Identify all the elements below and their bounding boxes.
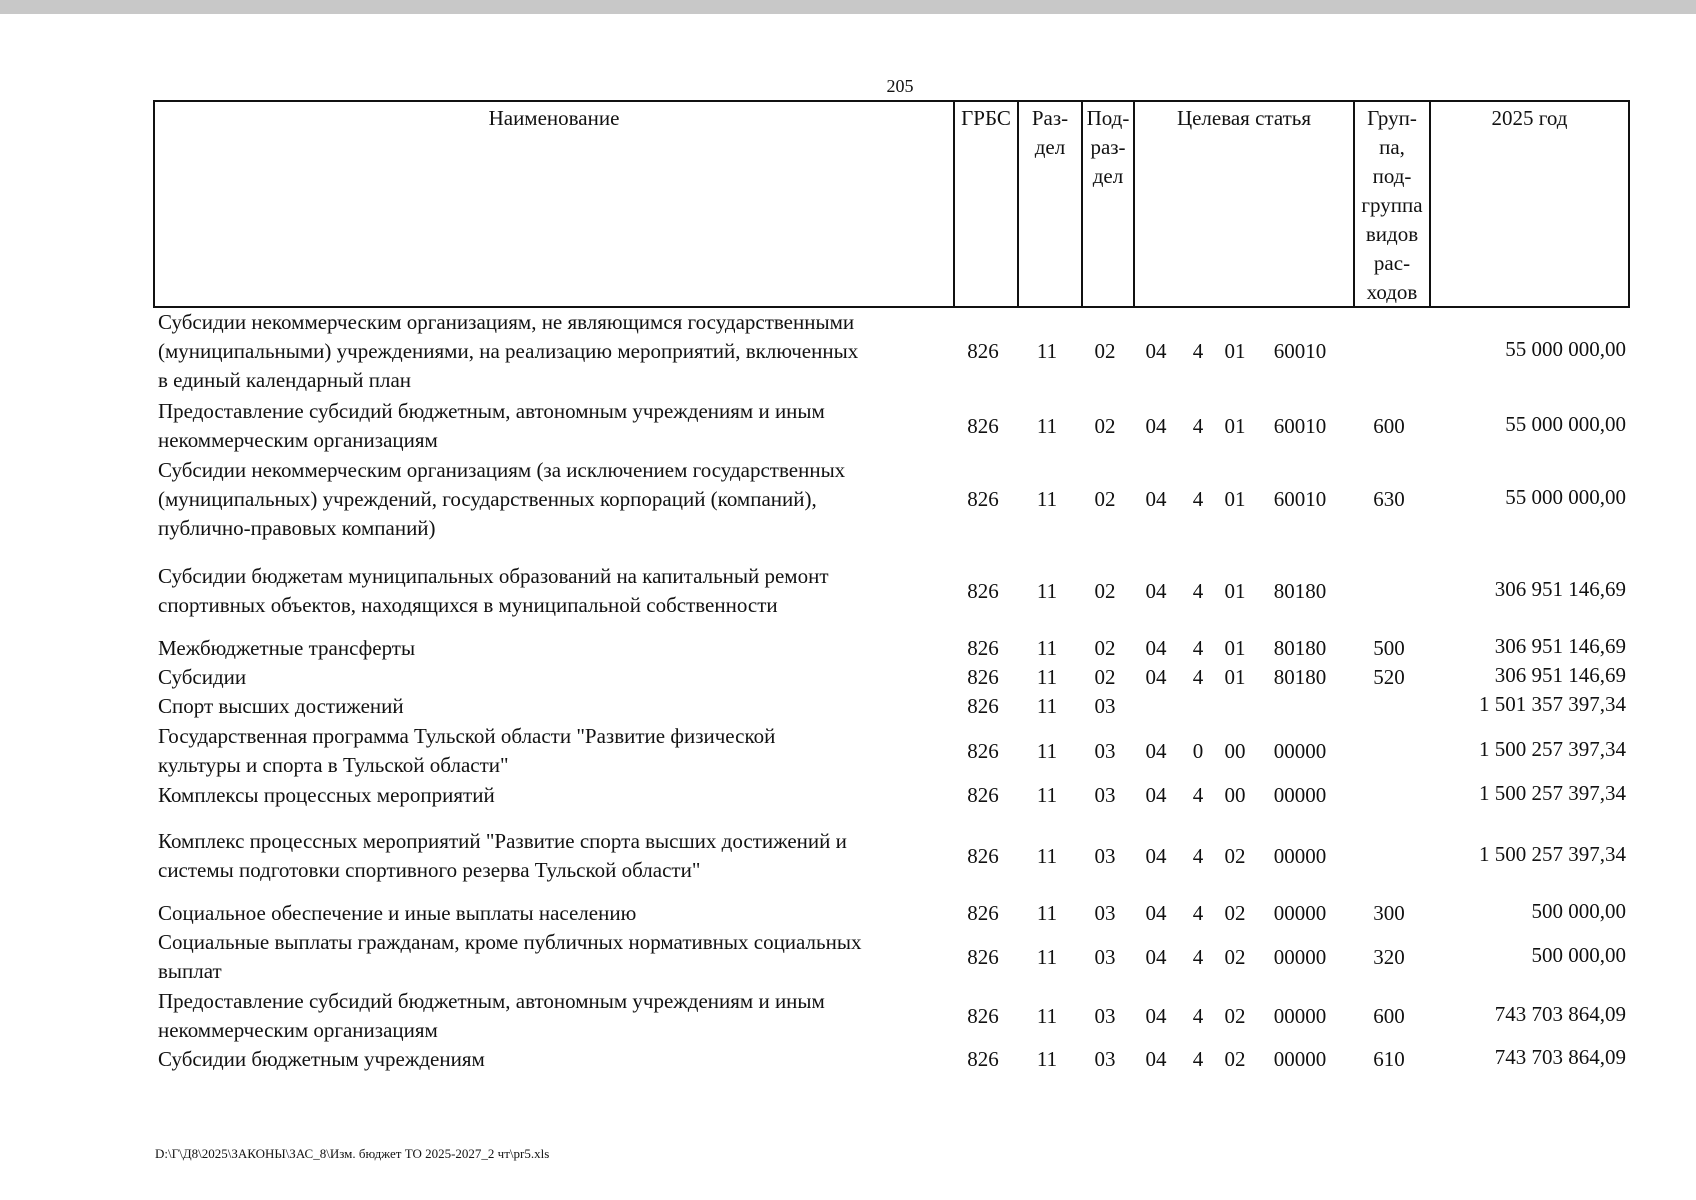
row-rz-cell: 11	[1036, 944, 1058, 969]
row-c1-cell: 04	[1145, 665, 1167, 689]
row-rz-cell: 11	[1036, 578, 1058, 603]
header-gruppa-line: па,	[1379, 135, 1405, 159]
row-grbs-cell: 826	[967, 944, 999, 969]
header-gruppa-line: рас-	[1373, 251, 1411, 275]
row-c1-cell: 04	[1145, 901, 1167, 925]
table-header	[153, 100, 1630, 308]
row-amount-cell: 1 501 357 397,34	[1479, 692, 1626, 716]
table-row	[153, 899, 1630, 928]
row-vr-cell: 600	[1373, 1003, 1405, 1028]
row-amount-cell: 743 703 864,09	[1494, 1045, 1626, 1069]
table-row	[153, 397, 1630, 455]
row-pr-cell: 03	[1094, 1047, 1116, 1071]
row-grbs-cell: 826	[967, 578, 999, 603]
row-name	[158, 562, 948, 620]
header-razdel-line: дел	[1034, 135, 1066, 159]
row-vr-cell: 500	[1373, 636, 1405, 660]
row-pr-cell: 03	[1094, 694, 1116, 718]
header-gruppa-line: Груп-	[1367, 106, 1417, 130]
row-amount-cell: 55 000 000,00	[1505, 337, 1626, 361]
row-rz-cell: 11	[1036, 665, 1058, 689]
row-c3-cell: 00	[1224, 738, 1246, 763]
header-year: 2025 год	[1429, 102, 1628, 306]
row-c1-cell: 04	[1145, 944, 1167, 969]
row-c2-cell: 4	[1192, 843, 1204, 868]
row-c1-cell: 04	[1145, 413, 1167, 438]
row-c2-cell: 4	[1192, 339, 1204, 363]
row-name-line: Социальные выплаты гражданам, кроме публичных нормативных социальных	[158, 930, 862, 954]
row-name	[158, 722, 948, 780]
row-c4-cell: 60010	[1273, 339, 1327, 363]
row-c3-cell: 01	[1224, 413, 1246, 438]
row-name-line: Субсидии некоммерческим организациям (за исключением государственных	[158, 458, 846, 482]
row-name-line: Комплекс процессных мероприятий "Развитие спорта высших достижений и	[158, 829, 847, 853]
row-amount-cell: 306 951 146,69	[1494, 663, 1626, 687]
row-grbs-cell: 826	[967, 694, 999, 718]
row-name-line: Межбюджетные трансферты	[158, 636, 416, 660]
row-name-line: Субсидии	[158, 665, 247, 689]
header-celevaya: Целевая статья	[1133, 102, 1353, 306]
row-pr-cell: 02	[1094, 578, 1116, 603]
row-c3-cell: 01	[1224, 487, 1246, 511]
row-name-line: выплат	[158, 959, 222, 983]
row-c2-cell: 4	[1192, 487, 1204, 511]
row-c1-cell: 04	[1145, 783, 1167, 807]
row-name-line: (муниципальными) учреждениями, на реализацию мероприятий, включенных	[158, 339, 859, 363]
header-razdel	[1017, 102, 1081, 306]
row-c1-cell: 04	[1145, 578, 1167, 603]
row-c4-cell: 00000	[1273, 1003, 1327, 1028]
row-c3-cell: 01	[1224, 636, 1246, 660]
row-c4-cell: 60010	[1273, 413, 1327, 438]
row-pr-cell: 02	[1094, 413, 1116, 438]
row-name	[158, 781, 948, 810]
table-row	[153, 781, 1630, 810]
row-name	[158, 692, 948, 721]
row-name-line: (муниципальных) учреждений, государственных корпораций (компаний),	[158, 487, 817, 511]
row-c2-cell: 4	[1192, 901, 1204, 925]
row-rz-cell: 11	[1036, 783, 1058, 807]
row-c2-cell: 4	[1192, 636, 1204, 660]
table-row	[153, 987, 1630, 1045]
row-vr-cell: 300	[1373, 901, 1405, 925]
scan-top-edge	[0, 0, 1696, 14]
row-grbs-cell: 826	[967, 783, 999, 807]
row-rz-cell: 11	[1036, 1003, 1058, 1028]
row-amount-cell: 1 500 257 397,34	[1479, 841, 1626, 866]
row-c2-cell: 4	[1192, 783, 1204, 807]
table-row	[153, 663, 1630, 692]
row-c4-cell: 00000	[1273, 738, 1327, 763]
row-rz-cell: 11	[1036, 487, 1058, 511]
row-c4-cell: 80180	[1273, 636, 1327, 660]
row-amount-cell: 306 951 146,69	[1494, 576, 1626, 601]
row-name-line: публично-правовых компаний)	[158, 516, 436, 540]
row-c4-cell: 80180	[1273, 578, 1327, 603]
row-rz-cell: 11	[1036, 339, 1058, 363]
row-pr-cell: 03	[1094, 901, 1116, 925]
row-name	[158, 308, 948, 395]
file-path-footer: D:\Г\Д8\2025\ЗАКОНЫ\ЗАС_8\Изм. бюджет ТО 2025-2027_2 чт\pr5.xls	[155, 1146, 550, 1161]
row-name-line: Предоставление субсидий бюджетным, автономным учреждениям и иным	[158, 989, 825, 1013]
row-name	[158, 456, 948, 543]
table-row	[153, 456, 1630, 543]
row-c4-cell: 00000	[1273, 843, 1327, 868]
row-pr-cell: 02	[1094, 487, 1116, 511]
row-grbs-cell: 826	[967, 1003, 999, 1028]
row-c3-cell: 02	[1224, 1003, 1246, 1028]
table-row	[153, 692, 1630, 721]
row-grbs-cell: 826	[967, 665, 999, 689]
row-name-line: Субсидии бюджетным учреждениям	[158, 1047, 485, 1071]
row-rz-cell: 11	[1036, 738, 1058, 763]
row-grbs-cell: 826	[967, 738, 999, 763]
table-row	[153, 562, 1630, 620]
row-grbs-cell: 826	[967, 413, 999, 438]
row-c1-cell: 04	[1145, 738, 1167, 763]
row-c1-cell: 04	[1145, 636, 1167, 660]
row-amount-cell: 500 000,00	[1531, 942, 1626, 967]
row-name-line: Предоставление субсидий бюджетным, автономным учреждениям и иным	[158, 399, 825, 423]
row-vr-cell: 600	[1373, 413, 1405, 438]
header-podrazdel-line: раз-	[1090, 135, 1126, 159]
row-c3-cell: 00	[1224, 783, 1246, 807]
row-c3-cell: 02	[1224, 944, 1246, 969]
row-rz-cell: 11	[1036, 413, 1058, 438]
row-name-line: культуры и спорта в Тульской области"	[158, 753, 509, 777]
row-name	[158, 634, 948, 663]
header-podrazdel-line: Под-	[1086, 106, 1130, 130]
row-rz-cell: 11	[1036, 843, 1058, 868]
header-name: Наименование	[488, 106, 620, 130]
row-c4-cell: 80180	[1273, 665, 1327, 689]
row-c2-cell: 4	[1192, 1047, 1204, 1071]
row-pr-cell: 03	[1094, 944, 1116, 969]
header-gruppa-line: под-	[1372, 164, 1412, 188]
row-c4-cell: 00000	[1273, 783, 1327, 807]
row-name-line: Государственная программа Тульской области "Развитие физической	[158, 724, 776, 748]
row-pr-cell: 03	[1094, 738, 1116, 763]
row-name-line: спортивных объектов, находящихся в муниципальной собственности	[158, 593, 778, 617]
row-rz-cell: 11	[1036, 636, 1058, 660]
row-grbs-cell: 826	[967, 339, 999, 363]
row-name-line: некоммерческим организациям	[158, 428, 438, 452]
row-name-line: Субсидии некоммерческим организациям, не являющимся государственными	[158, 310, 855, 334]
row-rz-cell: 11	[1036, 1047, 1058, 1071]
row-rz-cell: 11	[1036, 694, 1058, 718]
table-row	[153, 634, 1630, 663]
row-pr-cell: 03	[1094, 1003, 1116, 1028]
row-pr-cell: 03	[1094, 843, 1116, 868]
row-amount-cell: 55 000 000,00	[1505, 411, 1626, 436]
row-c2-cell: 4	[1192, 1003, 1204, 1028]
header-gruppa	[1353, 102, 1429, 306]
header-podrazdel	[1081, 102, 1133, 306]
row-name-line: системы подготовки спортивного резерва Тульской области"	[158, 858, 701, 882]
row-pr-cell: 02	[1094, 339, 1116, 363]
row-vr-cell: 630	[1373, 487, 1405, 511]
row-amount-cell: 743 703 864,09	[1494, 1001, 1626, 1026]
row-name-line: некоммерческим организациям	[158, 1018, 438, 1042]
row-grbs-cell: 826	[967, 843, 999, 868]
row-name-line: Социальное обеспечение и иные выплаты населению	[158, 901, 637, 925]
row-name-line: Комплексы процессных мероприятий	[158, 783, 495, 807]
row-c2-cell: 4	[1192, 665, 1204, 689]
row-c1-cell: 04	[1145, 339, 1167, 363]
row-c2-cell: 4	[1192, 413, 1204, 438]
row-c4-cell: 00000	[1273, 1047, 1327, 1071]
row-c2-cell: 0	[1192, 738, 1204, 763]
row-c3-cell: 01	[1224, 339, 1246, 363]
row-amount-cell: 55 000 000,00	[1505, 485, 1626, 509]
row-name	[158, 987, 948, 1045]
header-gruppa-line: ходов	[1366, 280, 1418, 304]
row-c4-cell: 00000	[1273, 901, 1327, 925]
table-row	[153, 1045, 1630, 1074]
row-name-line: в единый календарный план	[158, 368, 412, 392]
row-c3-cell: 02	[1224, 1047, 1246, 1071]
row-grbs-cell: 826	[967, 636, 999, 660]
row-grbs-cell: 826	[967, 487, 999, 511]
row-name	[158, 928, 948, 986]
row-vr-cell: 320	[1373, 944, 1405, 969]
row-c4-cell: 00000	[1273, 944, 1327, 969]
header-gruppa-line: видов	[1365, 222, 1419, 246]
row-amount-cell: 1 500 257 397,34	[1479, 781, 1626, 805]
header-gruppa-line: группа	[1361, 193, 1423, 217]
table-row	[153, 308, 1630, 395]
table-row	[153, 928, 1630, 986]
row-vr-cell: 520	[1373, 665, 1405, 689]
row-grbs-cell: 826	[967, 1047, 999, 1071]
row-pr-cell: 02	[1094, 665, 1116, 689]
row-grbs-cell: 826	[967, 901, 999, 925]
row-name-line: Субсидии бюджетам муниципальных образований на капитальный ремонт	[158, 564, 829, 588]
table-row	[153, 722, 1630, 780]
row-amount-cell: 306 951 146,69	[1494, 634, 1626, 658]
row-c3-cell: 02	[1224, 901, 1246, 925]
row-pr-cell: 02	[1094, 636, 1116, 660]
table-row	[153, 827, 1630, 885]
row-c1-cell: 04	[1145, 1047, 1167, 1071]
header-razdel-line: Раз-	[1031, 106, 1069, 130]
row-name	[158, 1045, 948, 1074]
row-amount-cell: 1 500 257 397,34	[1479, 736, 1626, 761]
row-vr-cell: 610	[1373, 1047, 1405, 1071]
row-rz-cell: 11	[1036, 901, 1058, 925]
header-podrazdel-line: дел	[1092, 164, 1124, 188]
row-c3-cell: 01	[1224, 578, 1246, 603]
row-c2-cell: 4	[1192, 944, 1204, 969]
row-c3-cell: 02	[1224, 843, 1246, 868]
row-c2-cell: 4	[1192, 578, 1204, 603]
row-c1-cell: 04	[1145, 843, 1167, 868]
row-c1-cell: 04	[1145, 1003, 1167, 1028]
row-name	[158, 397, 948, 455]
row-c4-cell: 60010	[1273, 487, 1327, 511]
row-name	[158, 827, 948, 885]
row-name-line: Спорт высших достижений	[158, 694, 404, 718]
row-c3-cell: 01	[1224, 665, 1246, 689]
row-c1-cell: 04	[1145, 487, 1167, 511]
row-amount-cell: 500 000,00	[1531, 899, 1626, 923]
page-number: 205	[886, 76, 914, 96]
row-name	[158, 899, 948, 928]
header-grbs: ГРБС	[953, 102, 1017, 306]
row-pr-cell: 03	[1094, 783, 1116, 807]
row-name	[158, 663, 948, 692]
